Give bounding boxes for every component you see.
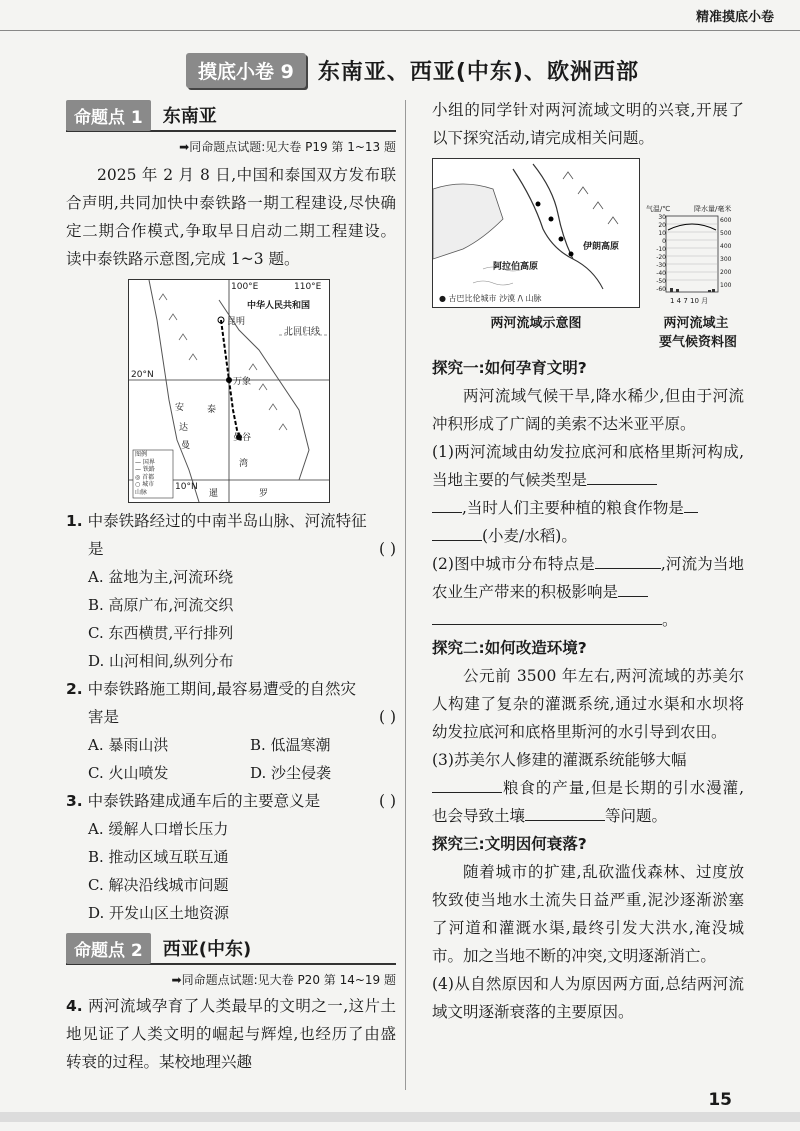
title-text: 东南亚、西亚(中东)、欧洲西部: [317, 59, 639, 85]
map-lon-100: 100°E: [231, 282, 259, 292]
tick-label: -60: [656, 286, 666, 293]
figures-row: [432, 158, 744, 350]
question-number: 2.: [66, 680, 83, 698]
legend-item: 图例: [135, 451, 148, 458]
map-legend: [135, 451, 155, 496]
question-stem: 中泰铁路施工期间,最容易遭受的自然灾: [87, 680, 357, 698]
map-kunming: 昆明: [227, 317, 246, 327]
two-rivers-map-graphic: [433, 159, 639, 307]
option-b[interactable]: B. 推动区域互联互通: [88, 848, 229, 866]
map-legend: ● 古巴比伦城市 沙漠 /\ 山脉: [439, 294, 542, 303]
map-lat-10: 10°N: [175, 482, 198, 492]
page-number: 15: [708, 1090, 732, 1110]
tick-label: -20: [656, 254, 666, 261]
option-a[interactable]: A. 暴雨山洪: [88, 736, 169, 754]
section-2-header: [66, 933, 396, 965]
answer-blank[interactable]: [618, 578, 648, 597]
climate-y-left-ticks: [648, 214, 666, 294]
question-4-text: 两河流域孕育了人类最早的文明之一,这片土地见证了人类文明的崛起与辉煌,也经历了由盛转衰的过程。某校地理兴趣: [66, 997, 396, 1071]
option-b[interactable]: B. 低温寒潮: [250, 736, 331, 754]
option-c[interactable]: C. 火山喷发: [88, 764, 169, 782]
q2-text: (2)图中城市分布特点是: [432, 555, 595, 573]
q3-text: 粮食的产量,但是长期的引水漫灌,也会导致土壤: [432, 779, 744, 825]
section-1-ref: ➡同命题点试题:见大卷 P19 第 1~13 题: [179, 140, 396, 154]
legend-item: — 铁路: [135, 466, 155, 473]
explore-3-q4: (4)从自然原因和人为原因两方面,总结两河流域文明逐渐衰落的主要原因。: [432, 975, 744, 1021]
map-sea-1: 安: [175, 403, 185, 413]
explore-1-text: 两河流域气候干旱,降水稀少,但由于河流冲积形成了广阔的美索不达米亚平原。: [432, 387, 744, 433]
section-1-title: 东南亚: [162, 106, 217, 127]
question-number: 3.: [66, 792, 83, 810]
answer-blank[interactable]: [587, 466, 657, 485]
map-tropic: 北回归线: [284, 327, 321, 337]
climate-caption-2: 要气候资料图: [658, 335, 737, 350]
map-gulf-2: 暹: [209, 489, 219, 499]
paper-title: [186, 52, 639, 88]
answer-blank[interactable]: [595, 550, 661, 569]
tick-label: 20: [658, 222, 666, 229]
tick-label: 30: [658, 214, 666, 221]
railway-map: [128, 279, 330, 503]
explore-3-title: 探究三:文明因何衰落?: [432, 835, 587, 853]
tick-label: -40: [656, 270, 666, 277]
legend-item: — 国界: [135, 458, 155, 466]
right-column: [432, 96, 744, 1026]
column-divider: [405, 100, 406, 1090]
question-number: 4.: [66, 997, 83, 1015]
legend-item: ◎ 首都: [135, 473, 155, 481]
title-badge: 摸底小卷 9: [186, 53, 306, 88]
tick-label: 0: [662, 238, 666, 245]
two-rivers-map-figure: [432, 158, 640, 350]
map-gulf-3: 罗: [259, 489, 269, 499]
legend-item: 山脉: [135, 488, 148, 496]
option-a[interactable]: A. 盆地为主,河流环绕: [88, 568, 234, 586]
question-3: [66, 787, 396, 927]
tick-label: -50: [656, 278, 666, 285]
explore-2-q3: [432, 746, 744, 830]
map-country: 中华人民共和国: [247, 301, 311, 311]
question-2: [66, 675, 396, 787]
answer-blank[interactable]: [432, 774, 502, 793]
map-thai: 泰: [207, 405, 217, 415]
climate-chart: [646, 158, 746, 308]
map-vientiane: 万象: [233, 377, 252, 387]
climate-chart-figure: [646, 158, 746, 350]
tick-label: -10: [656, 246, 666, 253]
explore-2-title: 探究二:如何改造环境?: [432, 639, 587, 657]
option-c[interactable]: C. 解决沿线城市问题: [88, 876, 229, 894]
option-c[interactable]: C. 东西横贯,平行排列: [88, 624, 234, 642]
tick-label: 400: [720, 243, 732, 250]
climate-ylabel-left: 气温/℃: [646, 205, 671, 213]
legend-item: ○ 城市: [135, 481, 155, 488]
question-stem: 中泰铁路建成通车后的主要意义是: [87, 792, 321, 810]
map-lat-20: 20°N: [131, 370, 154, 380]
explore-2-text: 公元前 3500 年左右,两河流域的苏美尔人构建了复杂的灌溉系统,通过水渠和水坝将幼发拉底河和底格里斯河的水引导到农田。: [432, 667, 744, 741]
series-label: 精准摸底小卷: [695, 10, 774, 25]
tick-label: 600: [720, 217, 732, 224]
map-iran-plateau: 伊朗高原: [583, 242, 620, 252]
tick-label: 200: [720, 269, 732, 276]
q2-text: 。: [662, 611, 678, 629]
left-column: [66, 100, 396, 1076]
answer-blank[interactable]: [525, 802, 605, 821]
option-b[interactable]: B. 高原广布,河流交织: [88, 596, 234, 614]
question-4-continued: 小组的同学针对两河流域文明的兴衰,开展了以下探究活动,请完成相关问题。: [432, 101, 744, 147]
map-lon-110: 110°E: [294, 282, 322, 292]
two-rivers-map-caption: 两河流域示意图: [490, 316, 582, 331]
answer-blank[interactable]: [432, 606, 662, 625]
answer-paren[interactable]: ( ): [378, 540, 396, 558]
question-number: 1.: [66, 512, 83, 530]
tick-label: -30: [656, 262, 666, 269]
map-bangkok: 曼谷: [233, 433, 252, 443]
question-stem: 是: [88, 540, 104, 558]
question-4-stem: [66, 992, 396, 1076]
option-d[interactable]: D. 沙尘侵袭: [250, 764, 332, 782]
answer-blank[interactable]: [432, 494, 462, 513]
q3-text: 等问题。: [605, 807, 668, 825]
map-sea-3: 曼: [181, 441, 191, 451]
map-sea-2: 达: [179, 423, 189, 433]
section-1-badge: 命题点 1: [66, 100, 151, 131]
tick-label: 300: [720, 256, 732, 263]
q1-text: ,当时人们主要种植的粮食作物是: [462, 499, 684, 517]
explore-1-title: 探究一:如何孕育文明?: [432, 359, 587, 377]
climate-caption-1: 两河流域主: [663, 316, 729, 331]
q2-text: ,河流为当地农业生产带来的积极影响是: [432, 555, 744, 601]
question-1: [66, 507, 396, 675]
tick-label: 100: [720, 282, 732, 289]
explore-3-text: 随着城市的扩建,乱砍滥伐森林、过度放牧致使当地水土流失日益严重,泥沙逐渐淤塞了河道和灌溉水渠,最终引发大洪水,淹没城市。加之当地不断的冲突,文明逐渐消亡。: [432, 863, 744, 965]
answer-blank[interactable]: [684, 494, 698, 513]
question-stem: 中泰铁路经过的中南半岛山脉、河流特征: [87, 512, 367, 530]
answer-paren[interactable]: ( ): [378, 792, 396, 810]
top-rule: [0, 30, 800, 31]
q1-text: (1)两河流域由幼发拉底河和底格里斯河构成,当地主要的气候类型是: [432, 443, 744, 489]
climate-y-right-ticks: [720, 214, 744, 292]
map-gulf-1: 湾: [239, 459, 249, 469]
section-1-header: [66, 100, 396, 132]
answer-blank[interactable]: [432, 522, 482, 541]
option-d[interactable]: D. 山河相间,纵列分布: [88, 652, 234, 670]
answer-paren[interactable]: ( ): [378, 708, 396, 726]
section-2-title: 西亚(中东): [162, 939, 252, 960]
option-a[interactable]: A. 缓解人口增长压力: [88, 820, 229, 838]
section-2-ref: ➡同命题点试题:见大卷 P20 第 14~19 题: [171, 973, 396, 987]
section-1-intro: 2025 年 2 月 8 日,中国和泰国双方发布联合声明,共同加快中泰铁路一期工程建设,尽快确定二期合作模式,争取早日启动二期工程建设。读中泰铁路示意图,完成 1~3 题。: [66, 166, 396, 268]
section-2-badge: 命题点 2: [66, 933, 151, 964]
tick-label: 500: [720, 230, 732, 237]
explore-1-q2: [432, 550, 744, 634]
option-d[interactable]: D. 开发山区土地资源: [88, 904, 230, 922]
explore-1-q1: [432, 438, 744, 550]
bottom-rule: [0, 1112, 800, 1122]
map-arabia-plateau: 阿拉伯高原: [493, 262, 539, 272]
q1-text: (小麦/水稻)。: [482, 527, 577, 545]
tick-label: 10: [658, 230, 666, 237]
climate-months: 1 4 7 10 月: [670, 297, 709, 305]
question-stem: 害是: [88, 708, 120, 726]
climate-ylabel-right: 降水量/毫米: [694, 205, 732, 213]
two-rivers-map: [432, 158, 640, 308]
q3-text: (3)苏美尔人修建的灌溉系统能够大幅: [432, 751, 687, 769]
